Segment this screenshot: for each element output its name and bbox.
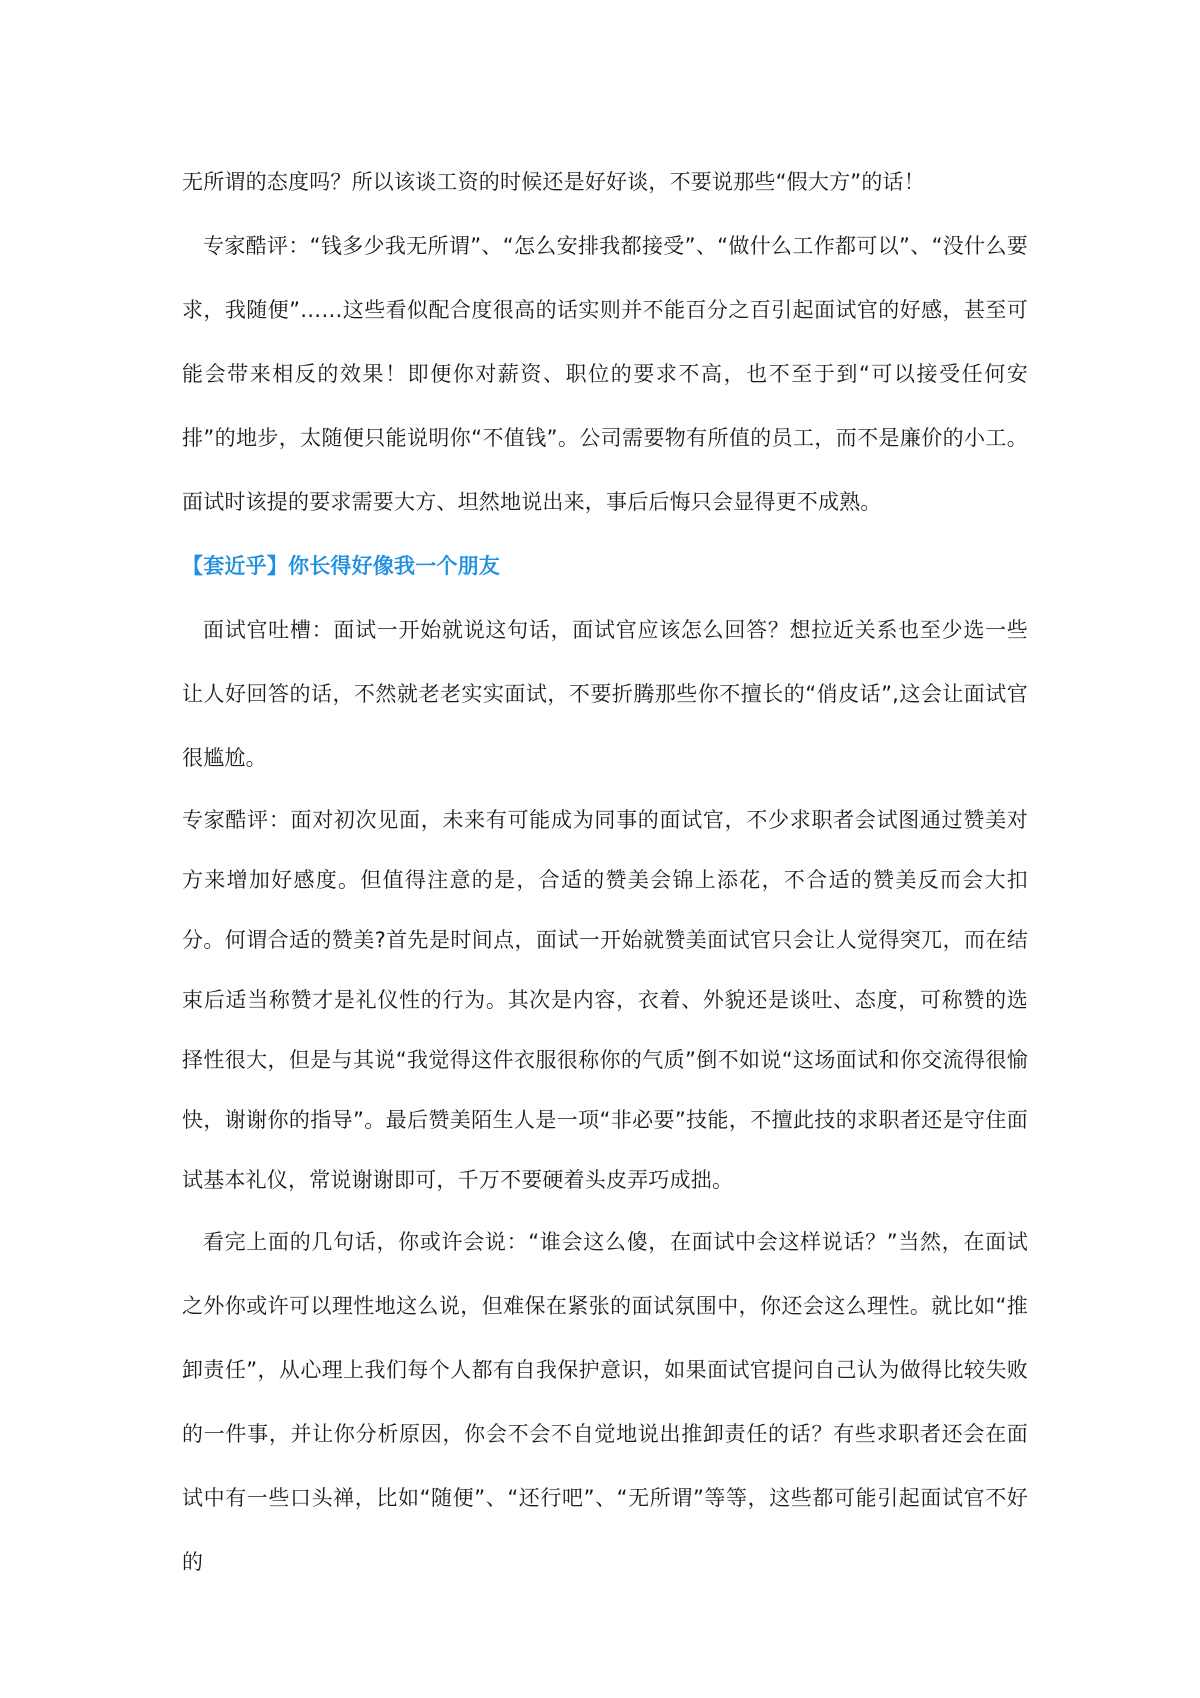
paragraph-continuation: 无所谓的态度吗？所以该谈工资的时候还是好好谈，不要说那些“假大方”的话！ xyxy=(182,170,925,194)
paragraph-interviewer-complaint: 面试官吐槽：面试一开始就说这句话，面试官应该怎么回答？想拉近关系也至少选一些让人好回答的话，不然就老老实实面试，不要折腾那些你不擅长的“俏皮话”,这会让面试官很尴尬。 xyxy=(182,618,1028,770)
section-heading: 【套近乎】你长得好像我一个朋友 xyxy=(182,554,500,578)
paragraph-summary: 看完上面的几句话，你或许会说：“谁会这么傻，在面试中会这样说话？”当然，在面试之外你或许可以理性地这么说，但难保在紧张的面试氛围中，你还会这么理性。就比如“推卸责任”，从心理上我们每个人都有自我保护意识，如果面试官提问自己认为做得比较失败的一件事，并让你分析原因，你会不会不自觉地说出推卸责任的话？有些求职者还会在面试中有一些口头禅，比如“随便”、“还行吧”、“无所谓”等等，这些都可能引起面试官不好的 xyxy=(182,1230,1028,1574)
paragraph-expert-comment-1: 专家酷评：“钱多少我无所谓”、“怎么安排我都接受”、“做什么工作都可以”、“没什么要求，我随便”……这些看似配合度很高的话实则并不能百分之百引起面试官的好感，甚至可能会带来相反的效果！即便你对薪资、职位的要求不高，也不至于到“可以接受任何安排”的地步，太随便只能说明你“不值钱”。公司需要物有所值的员工，而不是廉价的小工。面试时该提的要求需要大方、坦然地说出来，事后后悔只会显得更不成熟。 xyxy=(182,234,1028,514)
paragraph-expert-comment-2: 专家酷评：面对初次见面，未来有可能成为同事的面试官，不少求职者会试图通过赞美对方来增加好感度。但值得注意的是，合适的赞美会锦上添花，不合适的赞美反而会大扣分。何谓合适的赞美?首先是时间点，面试一开始就赞美面试官只会让人觉得突兀，而在结束后适当称赞才是礼仪性的行为。其次是内容，衣着、外貌还是谈吐、态度，可称赞的选择性很大，但是与其说“我觉得这件衣服很称你的气质”倒不如说“这场面试和你交流得很愉快，谢谢你的指导”。最后赞美陌生人是一项“非必要”技能，不擅此技的求职者还是守住面试基本礼仪，常说谢谢即可，千万不要硬着头皮弄巧成拙。 xyxy=(182,808,1028,1192)
document-body xyxy=(182,150,1028,1594)
